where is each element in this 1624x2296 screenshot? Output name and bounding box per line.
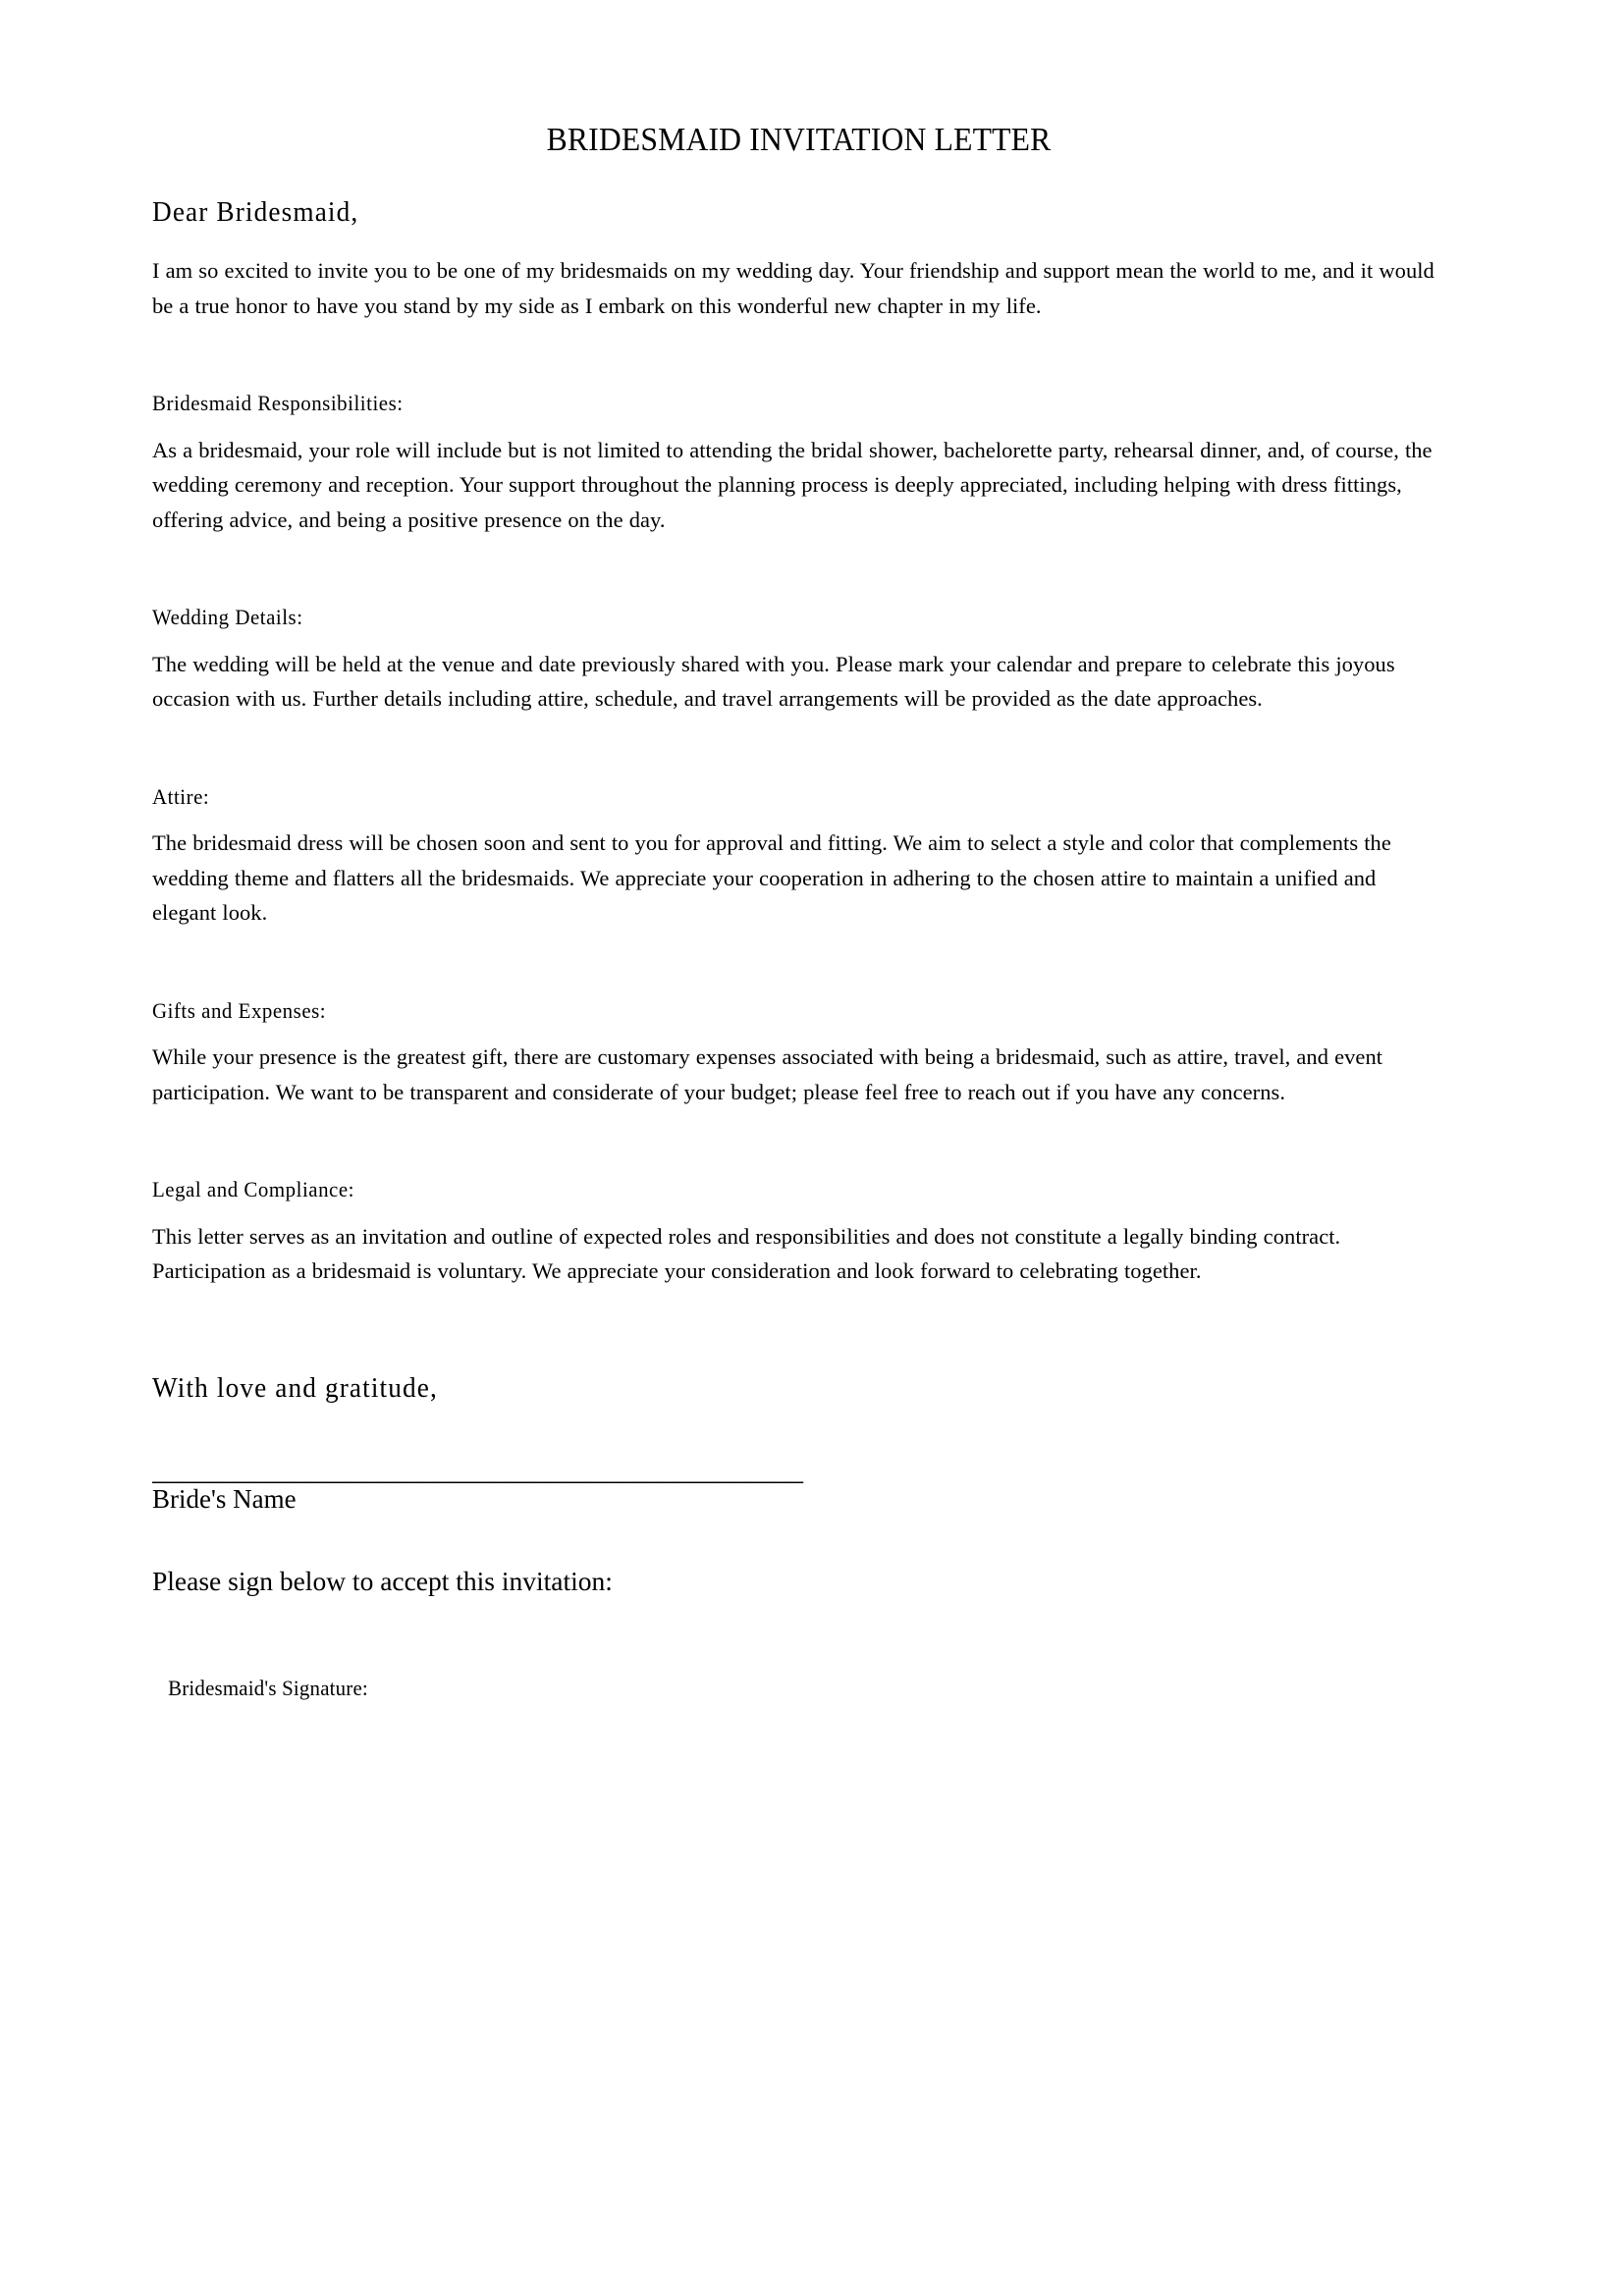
letter-section-attire (152, 783, 1445, 931)
spacer (152, 631, 1445, 647)
section-heading: Gifts and Expenses: (152, 997, 327, 1023)
letter-section-responsibilities (152, 390, 1445, 537)
section-heading: Wedding Details: (152, 605, 303, 630)
bride-name-label: Bride's Name (152, 1484, 297, 1515)
spacer (152, 417, 1445, 433)
letter-section-gifts-and-expenses (152, 997, 1445, 1110)
intro-paragraph: I am so excited to invite you to be one of my bridesmaids on my wedding day. Your friendship and support mean the world to me, and it would be a true honor to have you stand by my side as I embark on this wonderful new chapter in my life. (152, 258, 1435, 318)
spacer (152, 537, 1445, 604)
section-body: The wedding will be held at the venue and date previously shared with you. Please mark your calendar and prepare to celebrate this joyous occasion with us. Further details including attire, schedule, and travel arrangements will be provided as the date approaches. (152, 651, 1395, 712)
page-title: BRIDESMAID INVITATION LETTER (546, 122, 1052, 158)
spacer (152, 323, 1445, 390)
section-body: This letter serves as an invitation and outline of expected roles and responsibilities and does not constitute a legally binding contract. Participation as a bridesmaid is voluntary. We appreciate your consideration and look forward to celebrating together. (152, 1223, 1341, 1284)
section-body: As a bridesmaid, your role will include but is not limited to attending the bridal shower, bachelorette party, rehearsal dinner, and, of course, the wedding ceremony and reception. Your support throughout the planning process is deeply appreciated, including helping with dress fittings, offering advice, and being a positive presence on the day. (152, 437, 1433, 532)
spacer (152, 717, 1445, 783)
spacer (152, 1109, 1445, 1176)
section-body: The bridesmaid dress will be chosen soon and sent to you for approval and fitting. We aim to select a style and color that complements the wedding theme and flatters all the bridesmaids. We appreciate your cooperation in adhering to the chosen attire to maintain a unified and elegant look. (152, 830, 1391, 926)
spacer (152, 1203, 1445, 1219)
spacer (152, 230, 1445, 253)
bridesmaid-signature-label: Bridesmaid's Signature: (168, 1675, 368, 1700)
spacer (152, 931, 1445, 997)
letter-section-legal-and-compliance (152, 1176, 1445, 1289)
section-heading: Bridesmaid Responsibilities: (152, 391, 404, 416)
spacer (152, 158, 1445, 195)
spacer (152, 1289, 1445, 1371)
section-heading: Attire: (152, 783, 210, 809)
spacer (152, 1405, 1445, 1457)
salutation-line: Dear Bridesmaid, (152, 196, 359, 229)
spacer (152, 810, 1445, 826)
spacer (152, 1516, 1445, 1565)
letter-body (152, 0, 1445, 1701)
bride-signature-line: ______________________________________________ (152, 1457, 803, 1484)
spacer (152, 1597, 1445, 1676)
section-body: While your presence is the greatest gift, there are customary expenses associated with being a bridesmaid, such as attire, travel, and event participation. We want to be transparent and considerate of your budget; please feel free to reach out if you have any concerns. (152, 1044, 1383, 1104)
spacer (152, 1024, 1445, 1040)
closing-line: With love and gratitude, (152, 1371, 438, 1404)
letter-section-wedding-details (152, 604, 1445, 717)
section-heading: Legal and Compliance: (152, 1177, 354, 1202)
sign-prompt-text: Please sign below to accept this invitation: (152, 1565, 613, 1596)
